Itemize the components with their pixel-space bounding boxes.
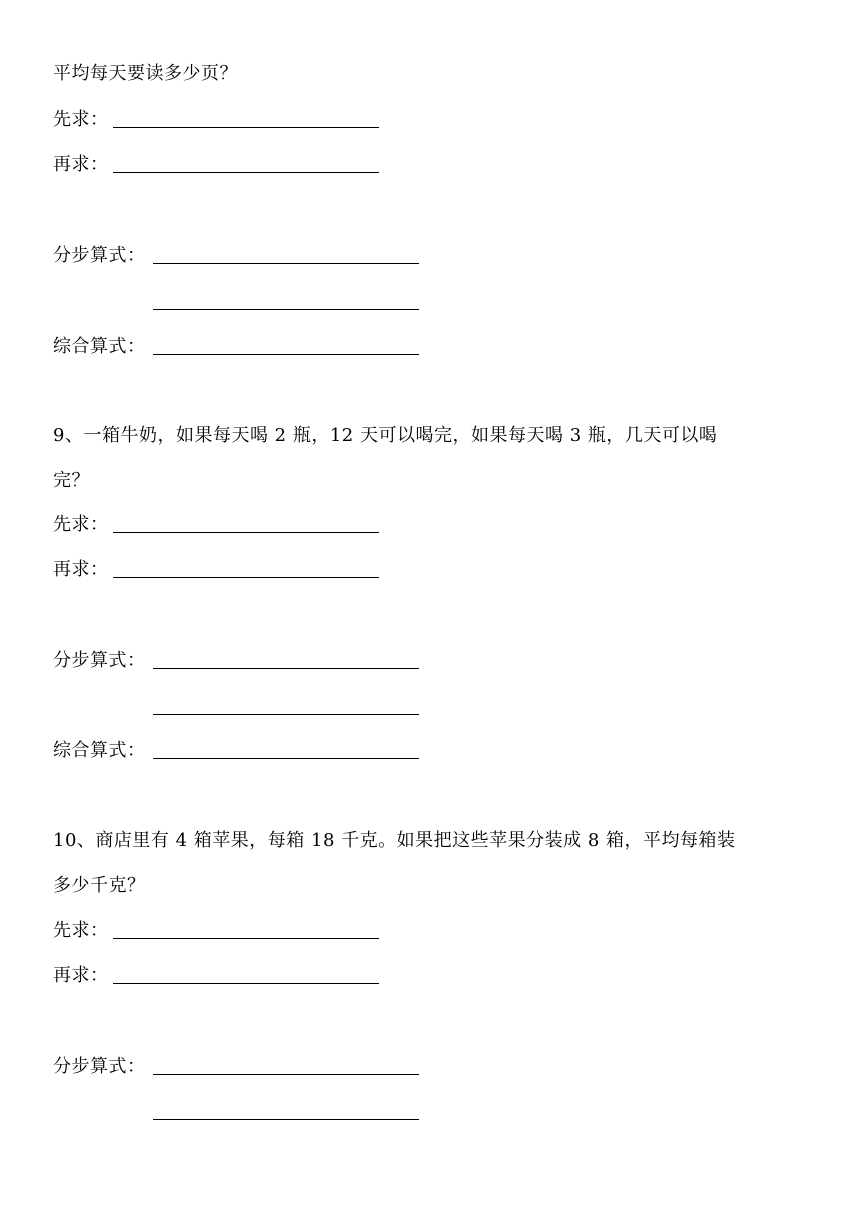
then-label: 再求： xyxy=(53,154,109,175)
answer-blank-combined[interactable] xyxy=(153,758,419,759)
step-formula-label: 分步算式： xyxy=(53,650,146,671)
answer-blank-then[interactable] xyxy=(113,172,379,173)
step-formula-label: 分步算式： xyxy=(53,1056,146,1077)
answer-blank-combined[interactable] xyxy=(153,354,419,355)
combined-formula-label: 综合算式： xyxy=(53,740,146,761)
answer-blank-step-1[interactable] xyxy=(153,1074,419,1075)
answer-blank-first[interactable] xyxy=(113,127,379,128)
lead-question: 平均每天要读多少页？ xyxy=(53,63,238,84)
first-label: 先求： xyxy=(53,109,109,130)
problem-10-text-line2: 多少千克？ xyxy=(53,875,146,896)
answer-blank-first[interactable] xyxy=(113,938,379,939)
answer-blank-then[interactable] xyxy=(113,983,379,984)
combined-formula-label: 综合算式： xyxy=(53,336,146,357)
problem-9-text-line1: 9、一箱牛奶，如果每天喝 2 瓶，12 天可以喝完，如果每天喝 3 瓶，几天可以喝 xyxy=(53,425,718,446)
problem-10-text-line1: 10、商店里有 4 箱苹果，每箱 18 千克。如果把这些苹果分装成 8 箱，平均每箱装 xyxy=(53,830,736,851)
first-label: 先求： xyxy=(53,514,109,535)
answer-blank-first[interactable] xyxy=(113,532,379,533)
answer-blank-step-2[interactable] xyxy=(153,714,419,715)
then-label: 再求： xyxy=(53,559,109,580)
answer-blank-step-1[interactable] xyxy=(153,668,419,669)
answer-blank-step-2[interactable] xyxy=(153,309,419,310)
answer-blank-step-2[interactable] xyxy=(153,1119,419,1120)
step-formula-label: 分步算式： xyxy=(53,245,146,266)
answer-blank-then[interactable] xyxy=(113,577,379,578)
first-label: 先求： xyxy=(53,920,109,941)
problem-9-text-line2: 完？ xyxy=(53,470,90,491)
answer-blank-step-1[interactable] xyxy=(153,263,419,264)
then-label: 再求： xyxy=(53,965,109,986)
